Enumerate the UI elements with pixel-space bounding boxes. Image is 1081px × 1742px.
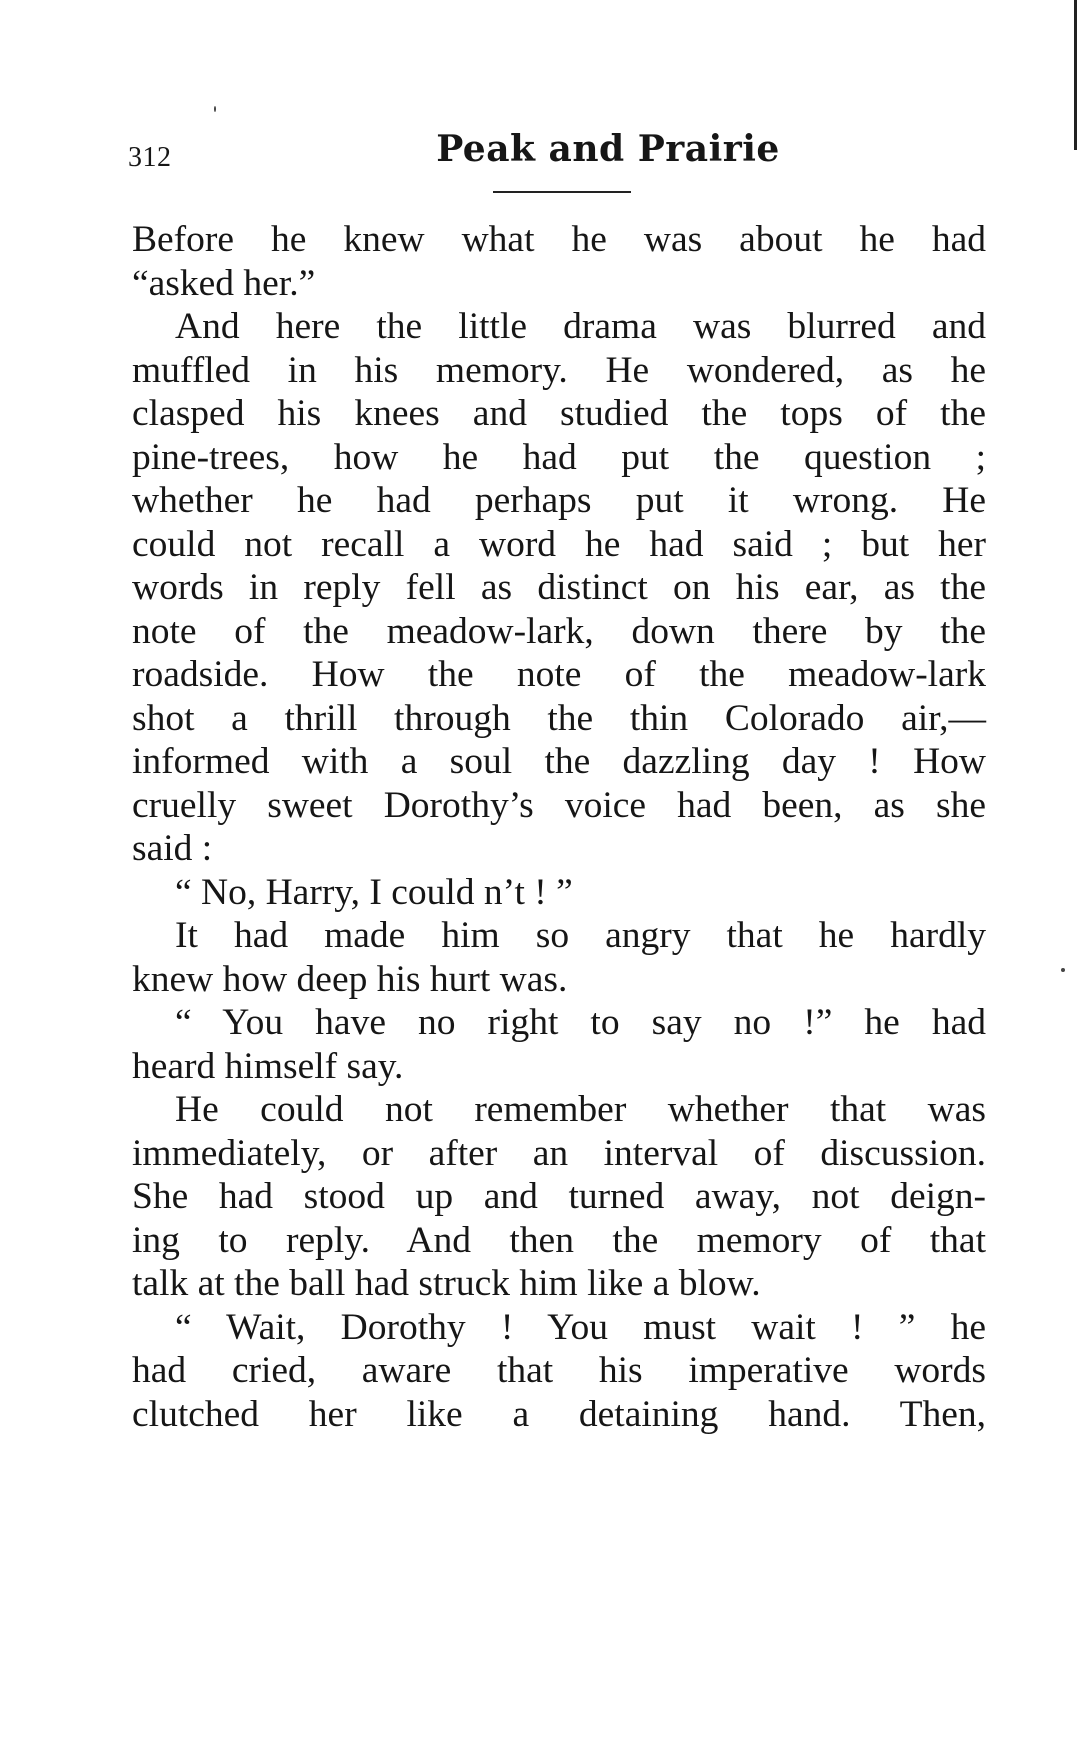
text-line: immediately, or after an interval of discussion. (132, 1132, 986, 1174)
body-text (132, 216, 986, 1576)
text-line: ing to reply. And then the memory of that (132, 1219, 986, 1261)
text-line: knew how deep his hurt was. (132, 958, 568, 1000)
text-line: He could not remember whether that was (175, 1089, 986, 1130)
text-line: “ No, Harry, I could n’t ! ” (175, 871, 573, 913)
text-line: clutched her like a detaining hand. Then, (132, 1393, 986, 1435)
text-line: could not recall a word he had said ; but her (132, 523, 986, 565)
page-number: 312 (128, 142, 172, 173)
text-line: clasped his knees and studied the tops of the (132, 393, 986, 434)
text-line: whether he had perhaps put it wrong. He (132, 480, 986, 521)
page-header (128, 128, 988, 178)
text-line: note of the meadow-lark, down there by the (132, 610, 986, 652)
text-line: And here the little drama was blurred and (175, 306, 986, 347)
text-line: “ Wait, Dorothy ! You must wait ! ” he (175, 1306, 986, 1348)
text-line: heard himself say. (132, 1045, 404, 1087)
running-title: Peak and Prairie (436, 128, 780, 170)
text-line: “asked her.” (132, 262, 316, 304)
text-line: pine-trees, how he had put the question ; (132, 436, 986, 478)
text-line: had cried, aware that his imperative words (132, 1350, 986, 1391)
text-line: She had stood up and turned away, not deign- (132, 1176, 986, 1217)
scan-speck (1061, 968, 1065, 972)
header-rule (493, 191, 631, 193)
scan-speck (214, 106, 216, 112)
text-line: roadside. How the note of the meadow-lark (132, 654, 986, 695)
text-line: shot a thrill through the thin Colorado air,— (132, 697, 986, 739)
text-line: words in reply fell as distinct on his ear, as the (132, 567, 986, 608)
text-line: said : (132, 828, 213, 869)
text-line: It had made him so angry that he hardly (175, 915, 986, 956)
page-edge-shadow (1074, 0, 1077, 150)
text-line: muffled in his memory. He wondered, as he (132, 349, 986, 391)
text-line: cruelly sweet Dorothy’s voice had been, as she (132, 784, 986, 826)
text-line: Before he knew what he was about he had (132, 219, 986, 260)
text-line: talk at the ball had struck him like a blow. (132, 1263, 761, 1304)
text-line: “ You have no right to say no !” he had (175, 1002, 986, 1043)
text-line: informed with a soul the dazzling day ! How (132, 741, 986, 782)
